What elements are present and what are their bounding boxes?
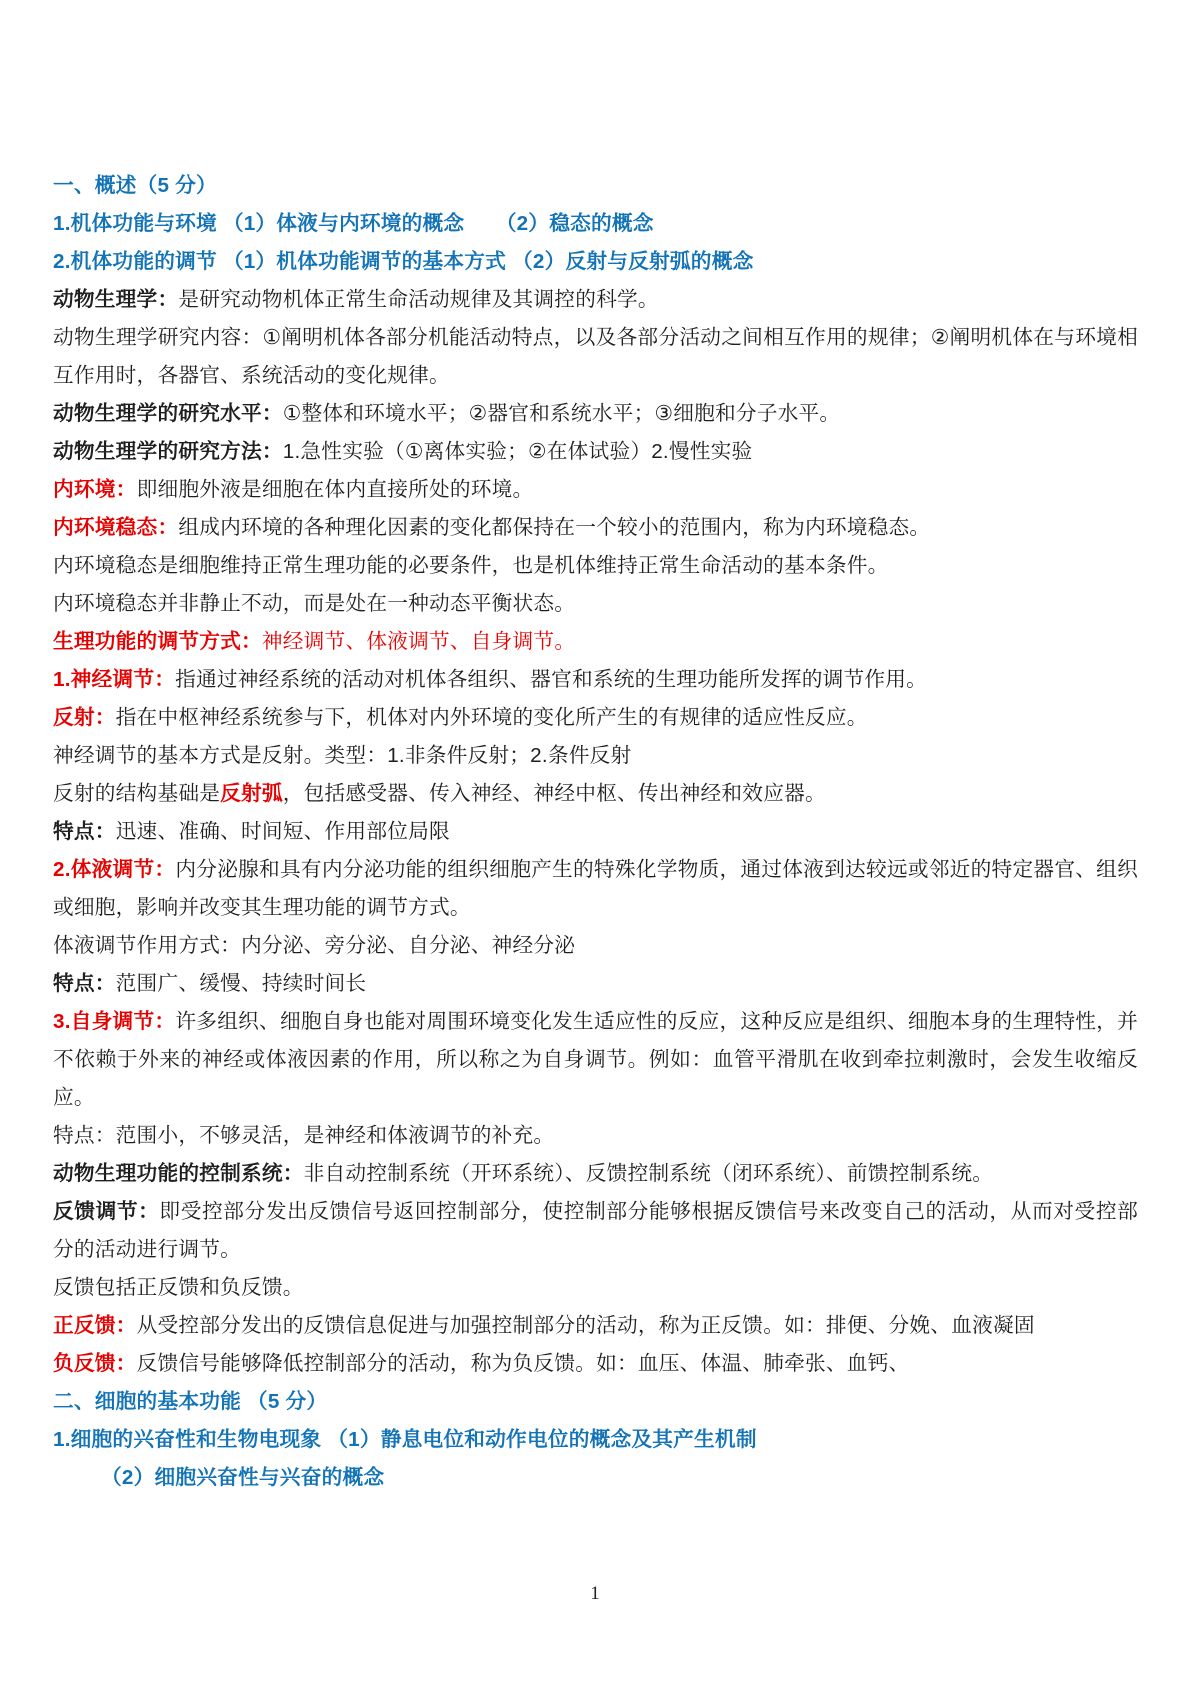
- text-run: 内环境：: [53, 478, 137, 501]
- text-run: 3.自身调节：: [53, 1010, 176, 1033]
- text-run: 内环境稳态是细胞维持正常生理功能的必要条件，也是机体维持正常生命活动的基本条件。: [53, 554, 889, 577]
- paragraph: [53, 1155, 1138, 1193]
- paragraph: [53, 1421, 1138, 1459]
- paragraph: [53, 1345, 1138, 1383]
- paragraph: [53, 813, 1138, 851]
- page-number: 1: [590, 1583, 600, 1604]
- paragraph: [53, 737, 1138, 775]
- text-run: 内环境稳态并非静止不动，而是处在一种动态平衡状态。: [53, 592, 576, 615]
- text-run: 动物生理功能的控制系统：: [53, 1162, 304, 1185]
- paragraph: [53, 433, 1138, 471]
- paragraph: [53, 1269, 1138, 1307]
- text-run: ，包括感受器、传入神经、神经中枢、传出神经和效应器。: [282, 782, 826, 805]
- paragraph: [53, 851, 1138, 927]
- text-run: 反射的结构基础是: [53, 782, 221, 805]
- paragraph: [53, 1003, 1138, 1117]
- text-run: 一、概述（5 分）: [53, 174, 217, 197]
- paragraph: [53, 1193, 1138, 1269]
- paragraph: [53, 395, 1138, 433]
- paragraph: [53, 699, 1138, 737]
- paragraph: [53, 927, 1138, 965]
- text-run: 动物生理学：: [53, 288, 179, 311]
- text-run: 2.机体功能的调节 （1）机体功能调节的基本方式 （2）反射与反射弧的概念: [53, 250, 754, 273]
- text-run: 范围广、缓慢、持续时间长: [115, 972, 367, 995]
- text-run: 指通过神经系统的活动对机体各组织、器官和系统的生理功能所发挥的调节作用。: [175, 668, 928, 691]
- paragraph: [53, 661, 1138, 699]
- paragraph: [53, 1459, 1138, 1497]
- paragraph: [53, 965, 1138, 1003]
- text-run: 二、细胞的基本功能 （5 分）: [53, 1390, 328, 1413]
- text-run: 即细胞外液是细胞在体内直接所处的环境。: [136, 478, 534, 501]
- text-run: 1.神经调节：: [53, 668, 176, 691]
- paragraph: [53, 1383, 1138, 1421]
- text-run: 1.机体功能与环境 （1）体液与内环境的概念 （2）稳态的概念: [53, 212, 654, 235]
- document-content: [53, 167, 1138, 1497]
- text-run: 反射：: [53, 706, 116, 729]
- text-run: 生理功能的调节方式：: [53, 630, 262, 653]
- text-run: 2.体液调节：: [53, 858, 176, 881]
- text-run: 特点：: [53, 972, 116, 995]
- paragraph: [53, 623, 1138, 661]
- text-run: 正反馈：: [53, 1314, 137, 1337]
- text-run: 非自动控制系统（开环系统）、反馈控制系统（闭环系统）、前馈控制系统。: [303, 1162, 994, 1185]
- text-run: 1.急性实验（①离体实验；②在体试验）2.慢性实验: [282, 440, 753, 463]
- text-run: 神经调节的基本方式是反射。类型：1.非条件反射；2.条件反射: [53, 744, 632, 767]
- text-run: 即受控部分发出反馈信号返回控制部分，使控制部分能够根据反馈信号来改变自己的活动，从而对受控部分的活动进行调节。: [53, 1200, 1138, 1261]
- text-run: 内环境稳态：: [53, 516, 179, 539]
- text-run: 神经调节、体液调节、自身调节。: [261, 630, 576, 653]
- text-run: 反馈调节：: [53, 1200, 160, 1223]
- paragraph: [53, 547, 1138, 585]
- text-run: 是研究动物机体正常生命活动规律及其调控的科学。: [178, 288, 659, 311]
- text-run: 特点：: [53, 820, 116, 843]
- text-run: 特点：范围小，不够灵活，是神经和体液调节的补充。: [53, 1124, 555, 1147]
- text-run: 指在中枢神经系统参与下，机体对内外环境的变化所产生的有规律的适应性反应。: [115, 706, 868, 729]
- paragraph: [53, 319, 1138, 395]
- text-run: 内分泌腺和具有内分泌功能的组织细胞产生的特殊化学物质，通过体液到达较远或邻近的特定器官、组织或细胞，影响并改变其生理功能的调节方式。: [53, 858, 1138, 919]
- paragraph: [53, 775, 1138, 813]
- text-run: ①整体和环境水平；②器官和系统水平；③细胞和分子水平。: [282, 402, 841, 425]
- paragraph: [53, 243, 1138, 281]
- text-run: 反射弧: [220, 782, 283, 805]
- paragraph: [53, 281, 1138, 319]
- paragraph: [53, 1307, 1138, 1345]
- text-run: 体液调节作用方式：内分泌、旁分泌、自分泌、神经分泌: [53, 934, 576, 957]
- text-run: 从受控部分发出的反馈信息促进与加强控制部分的活动，称为正反馈。如：排便、分娩、血液凝固: [136, 1314, 1035, 1337]
- text-run: 负反馈：: [53, 1352, 137, 1375]
- paragraph: [53, 167, 1138, 205]
- paragraph: [53, 585, 1138, 623]
- paragraph: [53, 1117, 1138, 1155]
- text-run: 组成内环境的各种理化因素的变化都保持在一个较小的范围内，称为内环境稳态。: [178, 516, 931, 539]
- text-run: 动物生理学的研究方法：: [53, 440, 283, 463]
- text-run: 1.细胞的兴奋性和生物电现象 （1）静息电位和动作电位的概念及其产生机制: [53, 1428, 757, 1451]
- text-run: 反馈包括正反馈和负反馈。: [53, 1276, 304, 1299]
- paragraph: [53, 205, 1138, 243]
- text-run: 动物生理学的研究水平：: [53, 402, 283, 425]
- paragraph: [53, 471, 1138, 509]
- text-run: （2）细胞兴奋性与兴奋的概念: [101, 1466, 385, 1489]
- text-run: 动物生理学研究内容：①阐明机体各部分机能活动特点，以及各部分活动之间相互作用的规律；②阐明机体在与环境相互作用时，各器官、系统活动的变化规律。: [53, 326, 1138, 387]
- text-run: 迅速、准确、时间短、作用部位局限: [115, 820, 450, 843]
- text-run: 许多组织、细胞自身也能对周围环境变化发生适应性的反应，这种反应是组织、细胞本身的生理特性，并不依赖于外来的神经或体液因素的作用，所以称之为自身调节。例如：血管平滑肌在收到牵拉刺激时，会发生收缩反应。: [53, 1010, 1138, 1109]
- paragraph: [53, 509, 1138, 547]
- page-footer: [0, 1583, 1190, 1605]
- text-run: 反馈信号能够降低控制部分的活动，称为负反馈。如：血压、体温、肺牵张、血钙、: [136, 1352, 910, 1375]
